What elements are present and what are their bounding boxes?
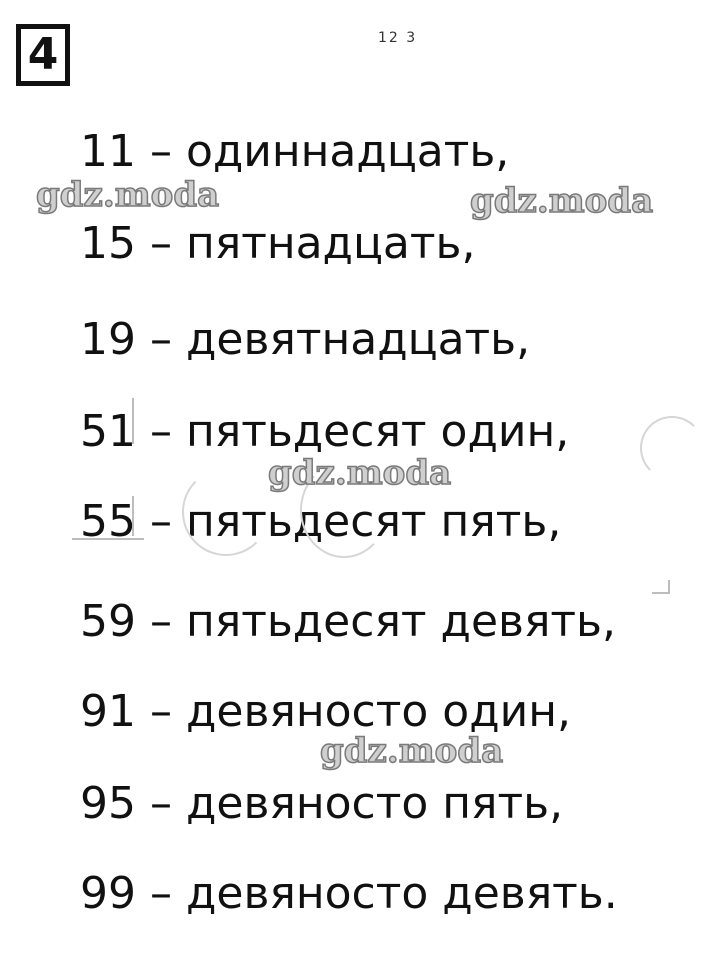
scan-artifact [132,496,148,536]
scan-artifact [640,416,704,480]
scan-artifact [132,398,152,444]
watermark: gdz.moda [36,175,220,215]
scan-artifact [652,580,670,594]
number-entry-99: 99 – девяносто девять. [80,868,618,919]
number-entry-15: 15 – пятнадцать, [80,218,476,269]
watermark: gdz.moda [320,731,504,771]
number-entry-55: 55 – пятьдесят пять, [80,496,562,547]
number-entry-19: 19 – девятнадцать, [80,314,531,365]
number-entry-51: 51 – пятьдесят один, [80,406,570,457]
stray-mark: 12 3 [378,30,418,46]
number-entry-11: 11 – одиннадцать, [80,126,510,177]
task-number: 4 [27,29,59,80]
watermark: gdz.moda [268,453,452,493]
scan-artifact [72,538,144,540]
number-entry-95: 95 – девяносто пять, [80,778,564,829]
watermark: gdz.moda [470,181,654,221]
task-number-box [16,24,70,86]
scan-artifact [182,468,270,556]
number-entry-91: 91 – девяносто один, [80,686,571,737]
number-entry-59: 59 – пятьдесят девять, [80,596,616,647]
